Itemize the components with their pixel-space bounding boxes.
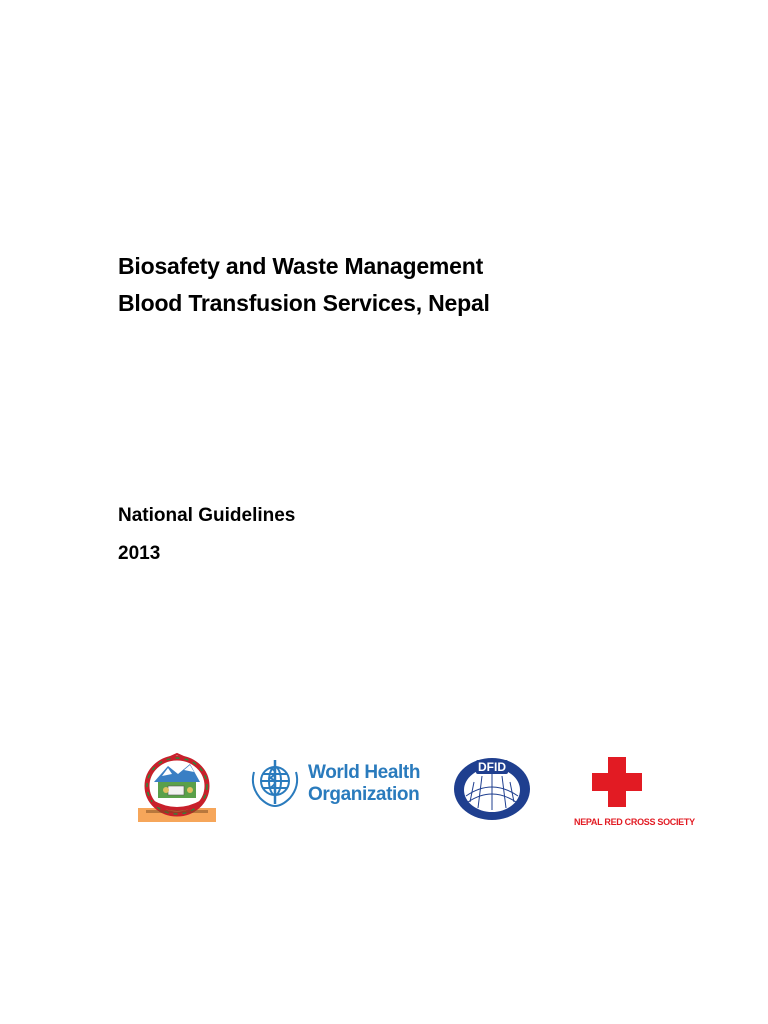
who-logo <box>246 754 422 812</box>
subtitle-year: 2013 <box>118 543 161 564</box>
who-name-line-2: Organization <box>308 784 420 805</box>
document-title <box>118 248 490 322</box>
who-globe-icon <box>246 754 304 812</box>
nrcs-name: NEPAL RED CROSS SOCIETY <box>574 817 695 827</box>
dfid-text: DFID <box>478 760 506 774</box>
dfid-logo <box>452 756 532 822</box>
title-line-2: Blood Transfusion Services, Nepal <box>118 290 490 316</box>
who-name <box>308 762 420 806</box>
red-cross-icon <box>574 755 666 815</box>
subtitle-guidelines: National Guidelines <box>118 505 296 526</box>
nepal-emblem-logo <box>138 752 216 822</box>
nepal-red-cross-logo <box>574 755 695 833</box>
who-name-line-1: World Health <box>308 762 421 783</box>
document-subtitle <box>118 497 295 573</box>
title-line-1: Biosafety and Waste Management <box>118 253 484 279</box>
